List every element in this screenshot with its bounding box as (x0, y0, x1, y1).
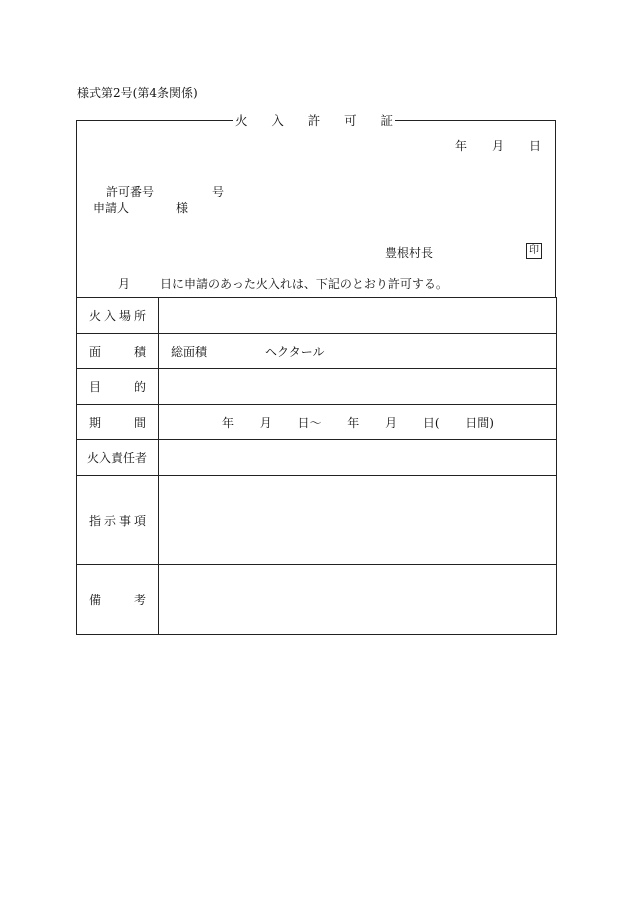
approval-body: 日に申請のあった火入れは、下記のとおり許可する。 (160, 277, 448, 291)
total-area-label: 総面積 (171, 344, 208, 359)
form-number-label: 様式第2号(第4条関係) (77, 86, 198, 100)
value-area[interactable] (159, 334, 557, 369)
value-burn-location[interactable] (159, 298, 557, 334)
value-instructions[interactable] (159, 476, 557, 565)
permit-detail-table (76, 297, 557, 635)
table-row-responsible (77, 440, 557, 476)
label-instructions: 指 示 事 項 (77, 476, 159, 565)
table-row-instructions (77, 476, 557, 565)
title-char: 可 (344, 113, 357, 128)
approval-statement (118, 275, 448, 292)
title-char: 入 (271, 113, 284, 128)
title-char: 火 (235, 113, 248, 128)
value-period[interactable]: 年 月 日〜 年 月 日( 日間) (159, 405, 557, 440)
label-period: 期 間 (77, 405, 159, 440)
table-row-purpose (77, 369, 557, 405)
certificate-title (233, 111, 395, 129)
value-purpose[interactable] (159, 369, 557, 405)
value-remarks[interactable] (159, 565, 557, 635)
table-row-location (77, 298, 557, 334)
label-remarks: 備 考 (77, 565, 159, 635)
date-day: 日 (528, 139, 541, 153)
date-month: 月 (491, 139, 504, 153)
title-char: 証 (380, 113, 393, 128)
table-row-period (77, 405, 557, 440)
header-rule-right (395, 120, 556, 121)
seal-icon: 印 (526, 243, 542, 259)
label-purpose: 目 的 (77, 369, 159, 405)
applicant-label: 申請人 (93, 201, 130, 215)
label-responsible-person: 火入責任者 (77, 440, 159, 476)
approval-month: 月 (118, 277, 131, 291)
permit-number-suffix: 号 (212, 185, 225, 199)
label-burn-location: 火 入 場 所 (77, 298, 159, 334)
title-char: 許 (307, 113, 321, 128)
permit-number-label: 許可番号 (106, 185, 155, 199)
label-area: 面 積 (77, 334, 159, 369)
value-responsible-person[interactable] (159, 440, 557, 476)
issue-date (455, 137, 541, 154)
issuer-mayor-label: 豊根村長 (385, 246, 434, 260)
date-year: 年 (455, 139, 468, 153)
table-row-remarks (77, 565, 557, 635)
table-row-area (77, 334, 557, 369)
applicant-honorific: 様 (176, 201, 189, 215)
area-unit: ヘクタール (265, 344, 325, 359)
header-rule-left (76, 120, 234, 121)
